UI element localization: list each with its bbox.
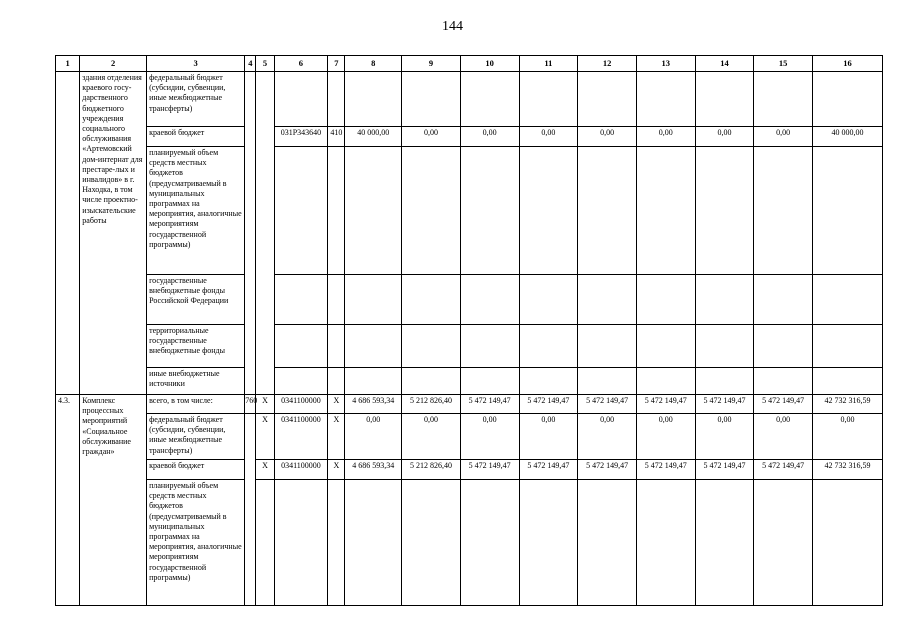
table-row bbox=[56, 395, 883, 414]
value-cell: 4 686 593,34 bbox=[345, 395, 402, 414]
item-name-cell: здания отделения краевого госу-дарственного бюджетного учреждения социального обслуживания «Артемовский дом-интернат для престаре-лых и инвалидов» в г. Находка, в том числе проектно-изыскательские работы bbox=[80, 72, 147, 395]
value-cell: 0,00 bbox=[460, 414, 519, 460]
col4-cell bbox=[245, 414, 256, 606]
table-row bbox=[56, 368, 883, 395]
value-cell bbox=[813, 480, 883, 606]
value-cell bbox=[519, 480, 578, 606]
value-cell: 5 472 149,47 bbox=[460, 460, 519, 480]
value-cell bbox=[813, 325, 883, 368]
value-cell bbox=[695, 72, 754, 127]
header-cell: 16 bbox=[813, 56, 883, 72]
value-cell bbox=[754, 147, 813, 275]
value-cell: 0,00 bbox=[636, 414, 695, 460]
value-cell bbox=[754, 275, 813, 325]
header-cell: 7 bbox=[328, 56, 345, 72]
value-cell bbox=[754, 72, 813, 127]
value-cell bbox=[402, 72, 461, 127]
value-cell bbox=[754, 325, 813, 368]
value-cell bbox=[460, 72, 519, 127]
value-cell bbox=[578, 480, 637, 606]
value-cell bbox=[519, 147, 578, 275]
col7-cell: X bbox=[328, 414, 345, 460]
header-cell: 6 bbox=[274, 56, 328, 72]
value-cell bbox=[402, 275, 461, 325]
value-cell bbox=[402, 368, 461, 395]
value-cell bbox=[636, 368, 695, 395]
value-cell: 0,00 bbox=[754, 127, 813, 147]
value-cell bbox=[813, 147, 883, 275]
value-cell bbox=[754, 368, 813, 395]
value-cell bbox=[813, 72, 883, 127]
value-cell bbox=[636, 480, 695, 606]
col7-cell bbox=[328, 480, 345, 606]
value-cell: 0,00 bbox=[695, 414, 754, 460]
value-cell: 5 472 149,47 bbox=[578, 395, 637, 414]
value-cell: 40 000,00 bbox=[813, 127, 883, 147]
header-cell: 14 bbox=[695, 56, 754, 72]
value-cell bbox=[695, 368, 754, 395]
value-cell bbox=[695, 147, 754, 275]
col7-cell bbox=[328, 147, 345, 275]
table-row bbox=[56, 127, 883, 147]
value-cell bbox=[519, 325, 578, 368]
col6-cell bbox=[274, 275, 328, 325]
col6-cell: 0341100000 bbox=[274, 460, 328, 480]
value-cell: 5 212 826,40 bbox=[402, 460, 461, 480]
value-cell bbox=[636, 325, 695, 368]
header-cell: 9 bbox=[402, 56, 461, 72]
value-cell bbox=[578, 275, 637, 325]
col6-cell bbox=[274, 325, 328, 368]
value-cell: 0,00 bbox=[636, 127, 695, 147]
value-cell bbox=[460, 147, 519, 275]
header-cell: 15 bbox=[754, 56, 813, 72]
value-cell bbox=[519, 72, 578, 127]
value-cell: 0,00 bbox=[695, 127, 754, 147]
value-cell: 0,00 bbox=[460, 127, 519, 147]
value-cell bbox=[636, 72, 695, 127]
source-cell: планируемый объем средств местных бюджетов (предусматриваемый в муниципальных программах на мероприятия, аналогичные мероприятиям государственной программы) bbox=[147, 147, 245, 275]
value-cell bbox=[402, 480, 461, 606]
col7-cell bbox=[328, 325, 345, 368]
item-number-cell bbox=[56, 72, 80, 395]
col6-cell bbox=[274, 480, 328, 606]
source-cell: федеральный бюджет (субсидии, субвенции, иные межбюджетные трансферты) bbox=[147, 72, 245, 127]
header-cell: 12 bbox=[578, 56, 637, 72]
value-cell bbox=[345, 72, 402, 127]
value-cell: 5 472 149,47 bbox=[636, 460, 695, 480]
col6-cell: 0341100000 bbox=[274, 414, 328, 460]
col7-cell bbox=[328, 368, 345, 395]
value-cell: 0,00 bbox=[754, 414, 813, 460]
value-cell bbox=[578, 325, 637, 368]
col5-cell: X bbox=[256, 460, 274, 480]
value-cell: 5 472 149,47 bbox=[636, 395, 695, 414]
value-cell: 0,00 bbox=[578, 414, 637, 460]
value-cell: 4 686 593,34 bbox=[345, 460, 402, 480]
source-cell: краевой бюджет bbox=[147, 460, 245, 480]
table-row bbox=[56, 275, 883, 325]
value-cell: 0,00 bbox=[345, 414, 402, 460]
col5-cell bbox=[256, 72, 274, 395]
value-cell bbox=[578, 147, 637, 275]
value-cell bbox=[636, 275, 695, 325]
col6-cell bbox=[274, 368, 328, 395]
table-row bbox=[56, 414, 883, 460]
header-cell: 1 bbox=[56, 56, 80, 72]
value-cell: 0,00 bbox=[402, 127, 461, 147]
header-cell: 2 bbox=[80, 56, 147, 72]
value-cell: 5 472 149,47 bbox=[695, 395, 754, 414]
table-row bbox=[56, 480, 883, 606]
value-cell bbox=[460, 275, 519, 325]
col7-cell bbox=[328, 72, 345, 127]
value-cell: 5 472 149,47 bbox=[754, 395, 813, 414]
col7-cell: 410 bbox=[328, 127, 345, 147]
col7-cell bbox=[328, 275, 345, 325]
value-cell bbox=[519, 275, 578, 325]
value-cell: 0,00 bbox=[519, 127, 578, 147]
budget-table bbox=[55, 55, 883, 606]
col4-cell bbox=[245, 72, 256, 395]
col6-cell bbox=[274, 72, 328, 127]
col5-cell: X bbox=[256, 414, 274, 460]
header-cell: 11 bbox=[519, 56, 578, 72]
col7-cell: X bbox=[328, 395, 345, 414]
header-cell: 8 bbox=[345, 56, 402, 72]
value-cell: 0,00 bbox=[402, 414, 461, 460]
value-cell: 5 472 149,47 bbox=[754, 460, 813, 480]
col4-cell: 760 bbox=[245, 395, 256, 414]
header-cell: 13 bbox=[636, 56, 695, 72]
header-cell: 5 bbox=[256, 56, 274, 72]
value-cell: 5 212 826,40 bbox=[402, 395, 461, 414]
source-cell: государственные внебюджетные фонды Российской Федерации bbox=[147, 275, 245, 325]
value-cell bbox=[578, 368, 637, 395]
value-cell bbox=[345, 147, 402, 275]
value-cell bbox=[695, 480, 754, 606]
item-name-cell: Комплекс процессных мероприятий «Социальное обслуживание граждан» bbox=[80, 395, 147, 606]
value-cell bbox=[754, 480, 813, 606]
source-cell: территориальные государственные внебюджетные фонды bbox=[147, 325, 245, 368]
value-cell bbox=[695, 275, 754, 325]
header-row bbox=[56, 56, 883, 72]
value-cell: 5 472 149,47 bbox=[460, 395, 519, 414]
value-cell bbox=[402, 147, 461, 275]
col7-cell: X bbox=[328, 460, 345, 480]
value-cell bbox=[813, 368, 883, 395]
source-cell: всего, в том числе: bbox=[147, 395, 245, 414]
value-cell: 42 732 316,59 bbox=[813, 395, 883, 414]
col5-cell bbox=[256, 480, 274, 606]
value-cell bbox=[460, 480, 519, 606]
col5-cell: X bbox=[256, 395, 274, 414]
value-cell bbox=[460, 368, 519, 395]
value-cell bbox=[578, 72, 637, 127]
col6-cell bbox=[274, 147, 328, 275]
value-cell bbox=[813, 275, 883, 325]
header-cell: 4 bbox=[245, 56, 256, 72]
source-cell: иные внебюджетные источники bbox=[147, 368, 245, 395]
value-cell bbox=[345, 368, 402, 395]
value-cell bbox=[402, 325, 461, 368]
value-cell bbox=[345, 325, 402, 368]
source-cell: краевой бюджет bbox=[147, 127, 245, 147]
value-cell bbox=[345, 275, 402, 325]
value-cell: 5 472 149,47 bbox=[578, 460, 637, 480]
value-cell: 0,00 bbox=[578, 127, 637, 147]
table-row bbox=[56, 72, 883, 127]
source-cell: федеральный бюджет (субсидии, субвенции, иные межбюджетные трансферты) bbox=[147, 414, 245, 460]
value-cell bbox=[519, 368, 578, 395]
value-cell: 5 472 149,47 bbox=[695, 460, 754, 480]
value-cell: 5 472 149,47 bbox=[519, 460, 578, 480]
value-cell bbox=[460, 325, 519, 368]
col6-cell: 0341100000 bbox=[274, 395, 328, 414]
value-cell: 40 000,00 bbox=[345, 127, 402, 147]
value-cell bbox=[695, 325, 754, 368]
table-row bbox=[56, 460, 883, 480]
value-cell: 5 472 149,47 bbox=[519, 395, 578, 414]
item-number-cell: 4.3. bbox=[56, 395, 80, 606]
value-cell bbox=[636, 147, 695, 275]
table-row bbox=[56, 325, 883, 368]
value-cell: 42 732 316,59 bbox=[813, 460, 883, 480]
value-cell: 0,00 bbox=[519, 414, 578, 460]
source-cell: планируемый объем средств местных бюджетов (предусматриваемый в муниципальных программах на мероприятия, аналогичные мероприятиям государственной программы) bbox=[147, 480, 245, 606]
page-number: 144 bbox=[442, 19, 463, 34]
header-cell: 10 bbox=[460, 56, 519, 72]
table-row bbox=[56, 147, 883, 275]
value-cell: 0,00 bbox=[813, 414, 883, 460]
value-cell bbox=[345, 480, 402, 606]
col6-cell: 031P343640 bbox=[274, 127, 328, 147]
header-cell: 3 bbox=[147, 56, 245, 72]
